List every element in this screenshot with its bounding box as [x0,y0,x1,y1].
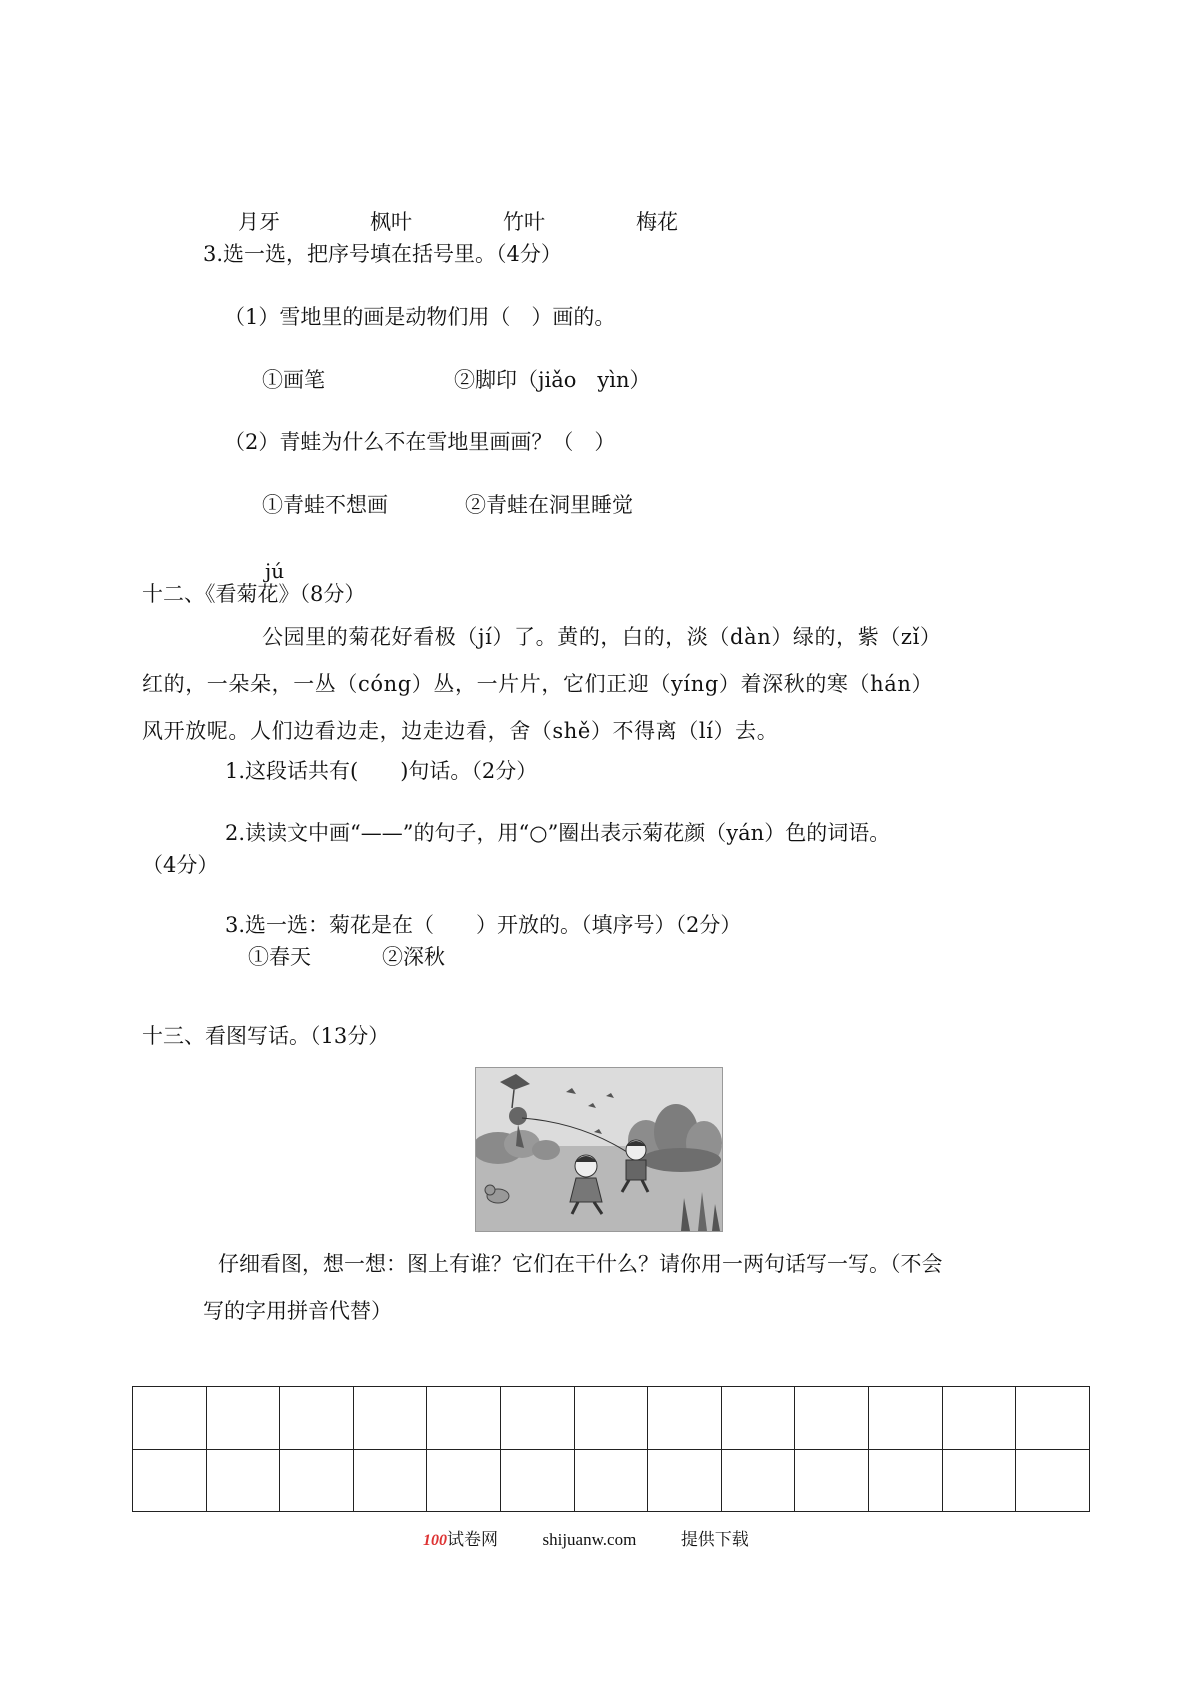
grid-cell[interactable] [574,1449,648,1512]
question: 3.选一选：菊花是在（ ）开放的。（填序号）（2分） [225,913,742,937]
option: ②深秋 [382,945,445,969]
question-title: 3.选一选，把序号填在括号里。（4分） [203,242,562,266]
download-note: 提供下载 [680,1530,749,1549]
writing-grid[interactable] [132,1386,1090,1512]
question-continued: （4分） [142,853,219,877]
grid-cell[interactable] [500,1449,574,1512]
grid-cell[interactable] [648,1387,722,1450]
question: 1.这段话共有( )句话。（2分） [225,759,538,783]
word-item: 梅花 [636,210,678,234]
grid-cell[interactable] [427,1387,501,1450]
grid-cell[interactable] [868,1449,942,1512]
grid-cell[interactable] [868,1387,942,1450]
passage-line: 红的，一朵朵，一丛（cóng）丛，一片片，它们正迎（yíng）着深秋的寒（hán） [142,672,934,696]
writing-prompt: 仔细看图，想一想：图上有谁？它们在干什么？请你用一两句话写一写。（不会 [218,1252,943,1276]
sub-question: （2）青蛙为什么不在雪地里画画？（ ） [224,430,616,454]
word-item: 枫叶 [370,210,412,234]
site-name: 试卷网 [447,1530,498,1549]
grid-cell[interactable] [280,1387,354,1450]
grid-row [133,1387,1090,1450]
grid-row [133,1449,1090,1512]
section-heading: 十二、《看菊花》（8分） [142,582,366,606]
grid-cell[interactable] [1016,1387,1090,1450]
option: ①春天 [248,945,311,969]
question: 2.读读文中画“——”的句子，用“○”圈出表示菊花颜（yán）色的词语。 [225,821,891,845]
passage-line: 公园里的菊花好看极（jí）了。黄的，白的，淡（dàn）绿的，紫（zǐ） [262,625,942,649]
grid-cell[interactable] [574,1387,648,1450]
kite-scene-svg [476,1068,722,1231]
grid-cell[interactable] [721,1387,795,1450]
passage-line: 风开放呢。人们边看边走，边走边看，舍（shě）不得离（lí）去。 [142,719,779,743]
grid-cell[interactable] [942,1387,1016,1450]
writing-prompt: 写的字用拼音代替） [203,1299,392,1323]
grid-cell[interactable] [353,1387,427,1450]
sub-question: （1）雪地里的画是动物们用（ ）画的。 [224,305,616,329]
kite-illustration [475,1067,723,1232]
word-item: 竹叶 [503,210,545,234]
grid-cell[interactable] [721,1449,795,1512]
grid-cell[interactable] [280,1449,354,1512]
grid-cell[interactable] [795,1449,869,1512]
section-heading: 十三、看图写话。（13分） [142,1024,390,1048]
grid-cell[interactable] [648,1449,722,1512]
site-logo: 100 [423,1532,447,1549]
grid-cell[interactable] [427,1449,501,1512]
page-footer [423,1525,749,1550]
grid-cell[interactable] [133,1449,207,1512]
grid-cell[interactable] [795,1387,869,1450]
grid-cell[interactable] [500,1387,574,1450]
pinyin-ruby: jú [265,559,285,583]
word-item: 月牙 [238,210,280,234]
grid-cell[interactable] [133,1387,207,1450]
option: ②青蛙在洞里睡觉 [465,493,633,517]
grid-cell[interactable] [206,1449,280,1512]
site-domain[interactable]: shijuanw.com [542,1530,637,1549]
option: ①青蛙不想画 [262,493,388,517]
grid-cell[interactable] [1016,1449,1090,1512]
grid-cell[interactable] [206,1387,280,1450]
grid-cell[interactable] [353,1449,427,1512]
option: ②脚印（jiǎo yìn） [454,368,651,392]
option: ①画笔 [262,368,325,392]
grid-cell[interactable] [942,1449,1016,1512]
